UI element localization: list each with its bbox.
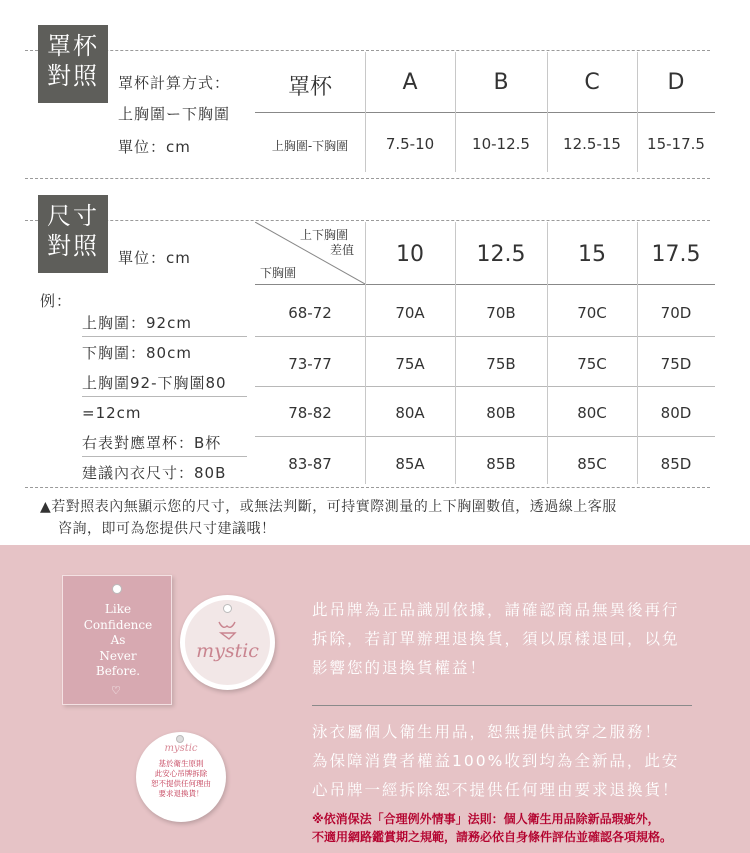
paragraph-divider [312, 705, 692, 706]
cup-col-line-2 [455, 52, 456, 172]
row-divider [255, 336, 715, 337]
example-line: =12cm [82, 404, 142, 422]
paragraph-line: 為保障消費者權益100%收到均為全新品，此安 [312, 752, 680, 770]
size-note-line1: ▲若對照表內無顯示您的尺寸，或無法判斷，可持實際測量的上下胸圍數值，透過線上客服 [40, 499, 617, 515]
cup-range-d: 15-17.5 [647, 135, 705, 153]
card-text-line: Before. [95, 664, 141, 678]
cup-compare-badge [38, 25, 108, 103]
cup-row-sub-header: 上胸圍-下胸圍 [271, 139, 349, 153]
cup-badge-line2: 對照 [47, 62, 99, 90]
small-tag-line: 此安心吊牌拆除 [154, 769, 208, 778]
row-divider [255, 436, 715, 437]
paragraph-line: 拆除，若訂單辦理退換貨，須以原樣退回，以免 [312, 630, 680, 648]
diff-header-4: 17.5 [651, 242, 701, 267]
size-section-top-divider [25, 178, 710, 179]
size-cell: 85A [395, 455, 425, 473]
size-cell: 80D [660, 404, 692, 422]
mystic-logo-text: mystic [196, 640, 259, 662]
cup-calc-formula: 上胸圍ー下胸圍 [118, 105, 231, 123]
size-col-line-1 [365, 222, 366, 484]
paragraph-line: 心吊牌一經拆除恕不提供任何理由要求退換貨！ [312, 781, 680, 799]
size-cell: 75A [395, 355, 425, 373]
size-cell: 75B [486, 355, 516, 373]
under-bust-row2: 73-77 [288, 355, 332, 373]
size-cell: 85B [486, 455, 516, 473]
size-col-line-4 [637, 222, 638, 484]
size-section-bottom-divider [25, 487, 710, 488]
size-col-line-3 [547, 222, 548, 484]
size-cell: 70C [577, 304, 607, 322]
diff-header-2: 12.5 [476, 242, 526, 267]
size-badge-line2: 對照 [47, 232, 99, 260]
cup-unit-label: 單位：cm [118, 138, 191, 156]
cup-calc-label: 罩杯計算方式： [118, 74, 231, 92]
under-bust-row4: 83-87 [288, 455, 332, 473]
corner-mid-label: 差值 [330, 243, 355, 257]
small-tag-text [136, 759, 226, 799]
like-confidence-card-tag [62, 575, 172, 705]
cup-table-divider [255, 112, 715, 113]
cup-col-line-3 [547, 52, 548, 172]
cup-badge-line1: 罩杯 [47, 32, 99, 60]
example-line: 下胸圍：80cm [82, 344, 192, 362]
card-text-line: As [110, 633, 126, 647]
example-divider [82, 456, 247, 457]
size-cell: 70A [395, 304, 425, 322]
size-section-mid-divider [25, 220, 710, 221]
corner-bottom-label: 下胸圍 [260, 266, 297, 280]
tag-hole-icon [112, 584, 122, 594]
small-tag-line: 基於衛生原則 [158, 759, 204, 768]
example-block [82, 308, 252, 488]
example-line: 建議內衣尺寸：80B [82, 464, 227, 482]
example-label: 例： [40, 292, 73, 310]
tag-hole-icon [176, 735, 184, 743]
size-compare-badge [38, 195, 108, 273]
row-divider [255, 386, 715, 387]
cup-col-line-4 [637, 52, 638, 172]
legal-note-line: ※依消保法「合理例外情事」法則：個人衛生用品除新品瑕疵外， [312, 812, 660, 826]
diff-header-3: 15 [578, 242, 606, 267]
size-cell: 80C [577, 404, 607, 422]
cup-header-a: A [402, 70, 418, 95]
cup-header-c: C [584, 70, 600, 95]
cup-header-b: B [493, 70, 509, 95]
size-badge-line1: 尺寸 [47, 202, 99, 230]
cup-range-b: 10-12.5 [472, 135, 530, 153]
card-text-line: Never [99, 648, 137, 663]
hygiene-paragraph [312, 718, 680, 805]
small-tag-logo: mystic [164, 743, 198, 754]
corner-top-label: 上下胸圍 [300, 228, 349, 242]
paragraph-line: 影響您的退換貨權益！ [312, 659, 488, 677]
heart-icon: ♡ [111, 684, 121, 697]
size-cell: 75C [577, 355, 607, 373]
cup-range-a: 7.5-10 [385, 135, 435, 153]
size-cell: 70B [486, 304, 516, 322]
size-note-line2: 咨詢，即可為您提供尺寸建議哦！ [58, 521, 276, 537]
size-cell: 80A [395, 404, 425, 422]
small-tag-line: 要求退換貨！ [158, 789, 204, 798]
size-col-line-2 [455, 222, 456, 484]
card-text-line: Like [104, 602, 132, 616]
cup-col-line-1 [365, 52, 366, 172]
cup-row-header: 罩杯 [287, 75, 332, 100]
example-divider [82, 396, 247, 397]
authenticity-paragraph [312, 596, 680, 683]
tag-hole-icon [223, 604, 232, 613]
card-tag-text [63, 602, 173, 680]
example-line: 上胸圍92-下胸圍80 [82, 374, 227, 392]
card-text-line: Confidence [83, 617, 153, 632]
example-divider [82, 336, 247, 337]
example-line: 右表對應罩杯：B杯 [82, 434, 222, 452]
size-header-divider [255, 284, 715, 285]
cup-header-d: D [667, 70, 685, 95]
size-cell: 70D [660, 304, 692, 322]
size-cell: 80B [486, 404, 516, 422]
example-line: 上胸圍：92cm [82, 314, 192, 332]
legal-note-line: 不適用網路鑑賞期之規範，請務必依自身條件評估並確認各項規格。 [312, 830, 673, 844]
small-tag-line: 恕不提供任何理由 [151, 779, 211, 788]
mystic-logo-tag [180, 595, 275, 690]
consumer-law-note [312, 810, 672, 846]
bikini-icon [215, 616, 241, 642]
under-bust-row3: 78-82 [288, 404, 332, 422]
diff-header-1: 10 [396, 242, 424, 267]
size-cell: 75D [660, 355, 692, 373]
cup-range-c: 12.5-15 [563, 135, 621, 153]
paragraph-line: 此吊牌為正品識別依據，請確認商品無異後再行 [312, 601, 680, 619]
hygiene-notice-tag [136, 732, 226, 822]
paragraph-line: 泳衣屬個人衛生用品，恕無提供試穿之服務！ [312, 723, 663, 741]
cup-section-top-divider [25, 50, 710, 51]
size-cell: 85D [660, 455, 692, 473]
size-cell: 85C [577, 455, 607, 473]
size-unit-label: 單位：cm [118, 249, 191, 267]
under-bust-row1: 68-72 [288, 304, 332, 322]
